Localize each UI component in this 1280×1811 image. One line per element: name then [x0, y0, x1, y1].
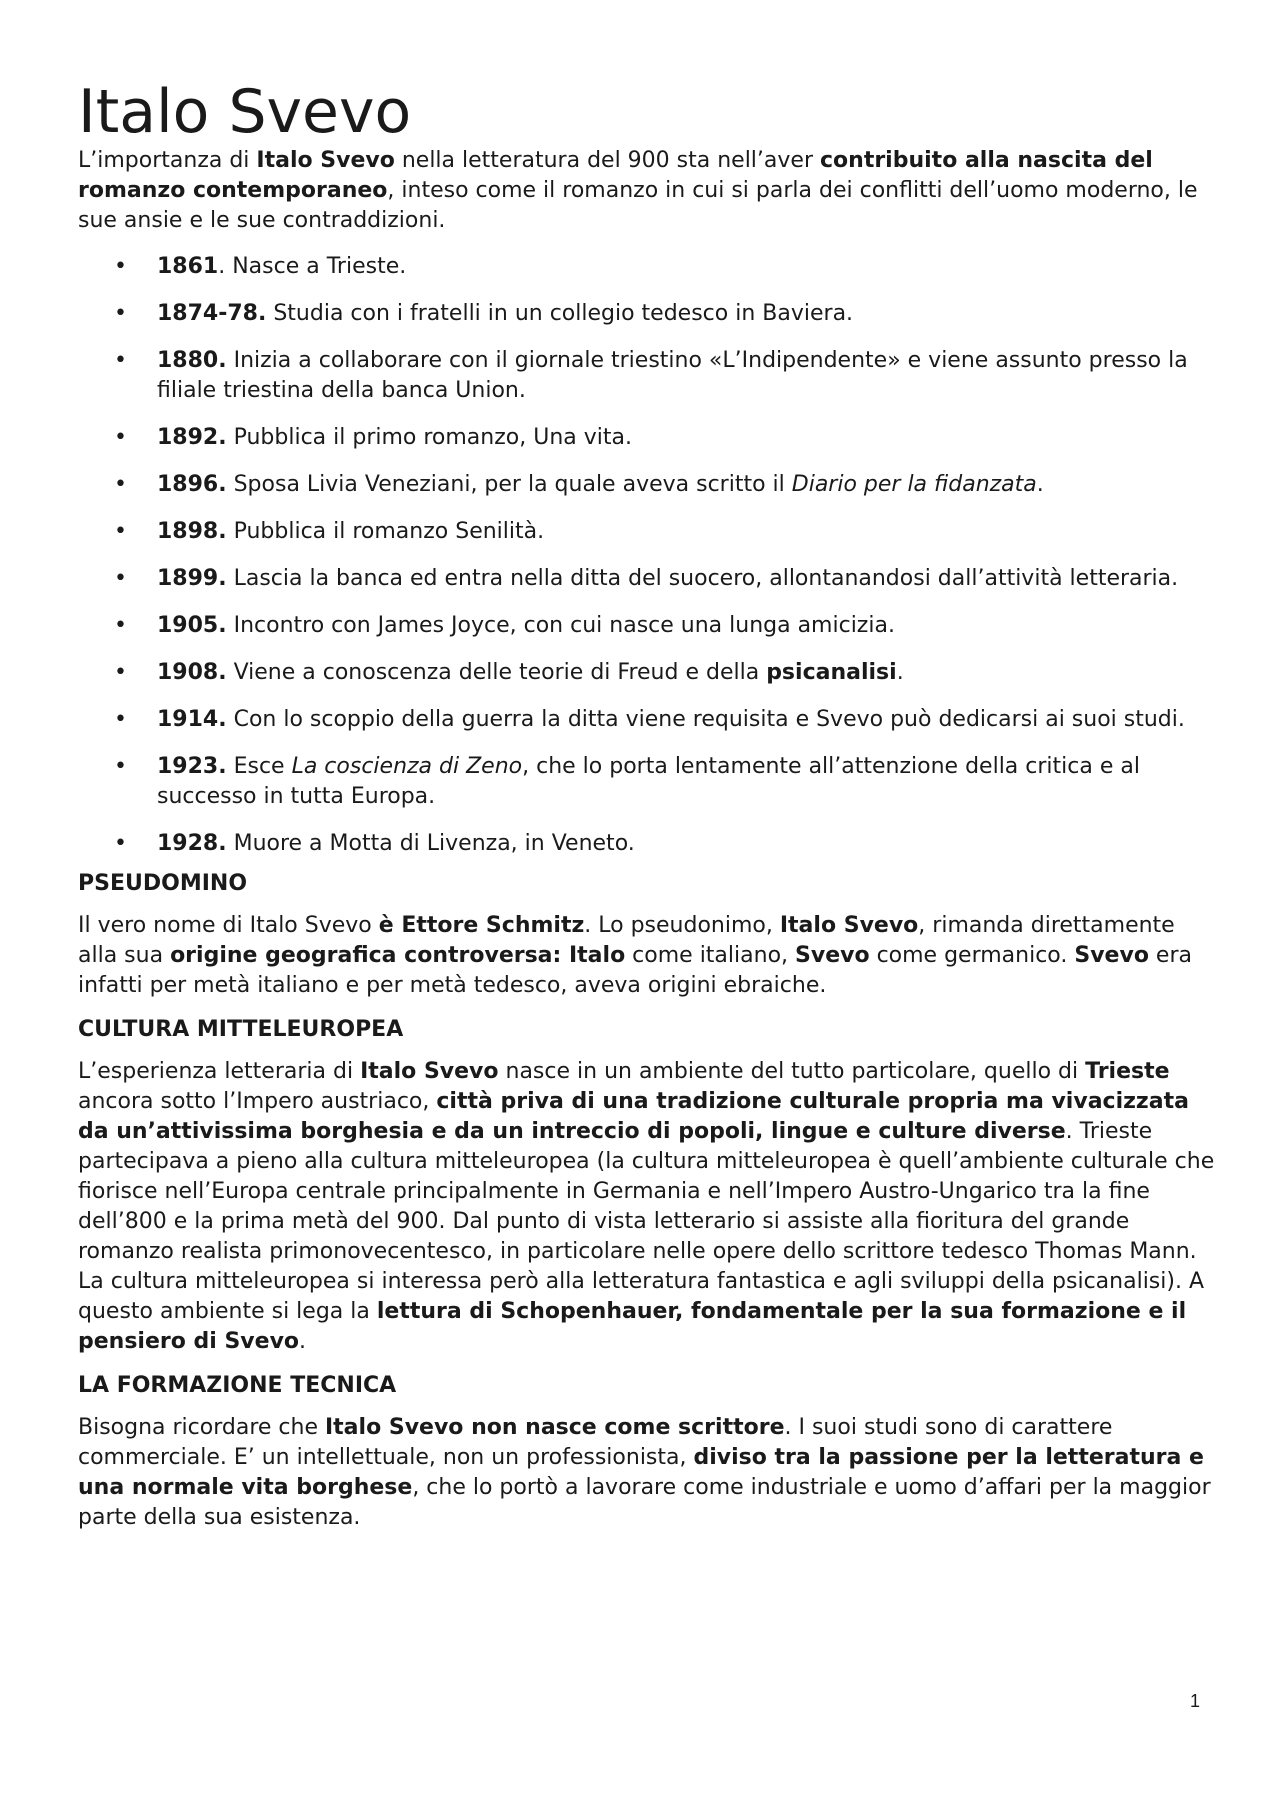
paragraph-bold: città priva di una tradizione culturale propria ma vivacizzata da un’attivissima borghesia e da un intreccio di popoli, lingue e culture diverse — [78, 1089, 1189, 1144]
document-page — [78, 78, 1218, 1547]
paragraph-text: era infatti per metà italiano e per metà tedesco, aveva origini ebraiche. — [78, 943, 1192, 998]
timeline-year: 1923. — [157, 754, 227, 779]
paragraph-text: . I suoi studi sono di carattere commerciale. E’ un intellettuale, non un professionista, — [78, 1415, 1113, 1470]
timeline-text: . — [896, 660, 904, 685]
bullet-icon: • — [114, 660, 127, 685]
timeline-item — [78, 470, 1218, 500]
paragraph-bold: Trieste — [1085, 1059, 1170, 1084]
timeline-item — [78, 423, 1218, 453]
paragraph-text: Bisogna ricordare che — [78, 1415, 325, 1440]
paragraph-text: ancora sotto l’Impero austriaco, — [78, 1089, 437, 1114]
bullet-icon: • — [114, 301, 127, 326]
timeline-text: Sposa Livia Veneziani, per la quale aveva scritto il — [226, 472, 792, 497]
paragraph-text: . — [299, 1329, 307, 1354]
paragraph-text: come germanico. — [869, 943, 1075, 968]
timeline-item — [78, 705, 1218, 735]
timeline-year: 1861 — [157, 254, 219, 279]
timeline-text: Con lo scoppio della guerra la ditta viene requisita e Svevo può dedicarsi ai suoi studi. — [226, 707, 1185, 732]
page-title: Italo Svevo — [78, 77, 412, 147]
timeline-item — [78, 346, 1218, 406]
timeline-text: Lascia la banca ed entra nella ditta del suocero, allontanandosi dall’attività letteraria. — [226, 566, 1179, 591]
timeline-text: Pubblica il romanzo Senilità. — [226, 519, 545, 544]
timeline-year: 1914. — [157, 707, 227, 732]
paragraph-text: , rimanda direttamente alla sua — [78, 913, 1175, 968]
timeline-item — [78, 829, 1218, 859]
formazione-paragraph — [78, 1413, 1218, 1533]
page-number: 1 — [1190, 1691, 1201, 1711]
timeline-text: , che lo porta lentamente all’attenzione della critica e al successo in tutta Europa. — [157, 754, 1140, 809]
bullet-icon: • — [114, 754, 127, 779]
timeline-list — [78, 252, 1218, 859]
timeline-year: 1896. — [157, 472, 227, 497]
bullet-icon: • — [114, 254, 127, 279]
timeline-italic: La coscienza di Zeno — [291, 754, 523, 779]
timeline-item — [78, 299, 1218, 329]
intro-text: nella letteratura del 900 sta nell’aver — [394, 148, 820, 173]
timeline-text: Muore a Motta di Livenza, in Veneto. — [226, 831, 635, 856]
timeline-text: Esce — [226, 754, 292, 779]
timeline-year: 1908. — [157, 660, 227, 685]
bullet-icon: • — [114, 707, 127, 732]
bullet-icon: • — [114, 613, 127, 638]
timeline-italic: Diario per la fidanzata — [791, 472, 1037, 497]
section-heading-cultura: CULTURA MITTELEUROPEA — [78, 1017, 404, 1042]
bullet-icon: • — [114, 566, 127, 591]
intro-paragraph — [78, 146, 1218, 236]
timeline-year: 1874-78. — [157, 301, 267, 326]
paragraph-text: L’esperienza letteraria di — [78, 1059, 361, 1084]
paragraph-bold: diviso tra la passione per la letteratura e una normale vita borghese — [78, 1445, 1204, 1500]
timeline-item — [78, 752, 1218, 812]
paragraph-text: nasce in un ambiente del tutto particolare, quello di — [498, 1059, 1086, 1084]
section-heading-formazione: LA FORMAZIONE TECNICA — [78, 1373, 397, 1398]
timeline-year: 1880. — [157, 348, 227, 373]
timeline-text: Inizia a collaborare con il giornale triestino «L’Indipendente» e viene assunto presso la filiale triestina della banca Union. — [157, 348, 1188, 403]
timeline-item — [78, 517, 1218, 547]
intro-bold: Italo Svevo — [256, 148, 395, 173]
paragraph-bold: lettura di Schopenhauer, fondamentale per la sua formazione e il pensiero di Svevo — [78, 1299, 1187, 1354]
timeline-item — [78, 658, 1218, 688]
paragraph-bold: Svevo — [795, 943, 870, 968]
intro-bold: contribuito alla nascita del romanzo contemporaneo — [78, 148, 1153, 203]
timeline-year: 1899. — [157, 566, 227, 591]
pseudonimo-paragraph — [78, 911, 1218, 1001]
timeline-year: 1928. — [157, 831, 227, 856]
bullet-icon: • — [114, 519, 127, 544]
timeline-text: . — [1036, 472, 1044, 497]
timeline-text: Incontro con James Joyce, con cui nasce una lunga amicizia. — [226, 613, 895, 638]
bullet-icon: • — [114, 348, 127, 373]
timeline-year: 1898. — [157, 519, 227, 544]
bullet-icon: • — [114, 472, 127, 497]
intro-text: , inteso come il romanzo in cui si parla dei conflitti dell’uomo moderno, le sue ansie e le sue contraddizioni. — [78, 178, 1198, 233]
intro-text: L’importanza di — [78, 148, 257, 173]
timeline-text: Viene a conoscenza delle teorie di Freud e della — [226, 660, 767, 685]
timeline-item — [78, 252, 1218, 282]
paragraph-bold: origine geografica controversa: Italo — [170, 943, 626, 968]
paragraph-bold: Italo Svevo non nasce come scrittore — [324, 1415, 785, 1440]
paragraph-text: . Trieste partecipava a pieno alla cultura mitteleuropea (la cultura mitteleuropea è quell’ambiente culturale che fiorisce nell’Europa centrale principalmente in Germania e nell’Impero Austro-Ungarico tra la fine dell’800 e la prima metà del 900. Dal punto di vista letterario si assiste alla fioritura del grande romanzo realista primonovecentesco, in particolare nelle opere dello scrittore tedesco Thomas Mann. La cultura mitteleuropea si interessa però alla letteratura fantastica e agli sviluppi della psicanalisi). A questo ambiente si lega la — [78, 1119, 1215, 1324]
timeline-text: . Nasce a Trieste. — [218, 254, 407, 279]
timeline-item — [78, 611, 1218, 641]
paragraph-text: Il vero nome di Italo Svevo — [78, 913, 379, 938]
timeline-year: 1905. — [157, 613, 227, 638]
paragraph-bold: Svevo — [1074, 943, 1149, 968]
paragraph-bold: Italo Svevo — [360, 1059, 499, 1084]
bullet-icon: • — [114, 425, 127, 450]
paragraph-text: come italiano, — [625, 943, 796, 968]
paragraph-text: . Lo pseudonimo, — [584, 913, 780, 938]
timeline-bold: psicanalisi — [766, 660, 897, 685]
timeline-text: Studia con i fratelli in un collegio tedesco in Baviera. — [266, 301, 854, 326]
bullet-icon: • — [114, 831, 127, 856]
cultura-paragraph — [78, 1057, 1218, 1357]
timeline-year: 1892. — [157, 425, 227, 450]
timeline-text: Pubblica il primo romanzo, Una vita. — [226, 425, 632, 450]
paragraph-bold: è Ettore Schmitz — [378, 913, 585, 938]
paragraph-text: , che lo portò a lavorare come industriale e uomo d’affari per la maggior parte della sua esistenza. — [78, 1475, 1211, 1530]
paragraph-bold: Italo Svevo — [779, 913, 919, 938]
section-heading-pseudonimo: PSEUDOMINO — [78, 871, 248, 896]
timeline-item — [78, 564, 1218, 594]
